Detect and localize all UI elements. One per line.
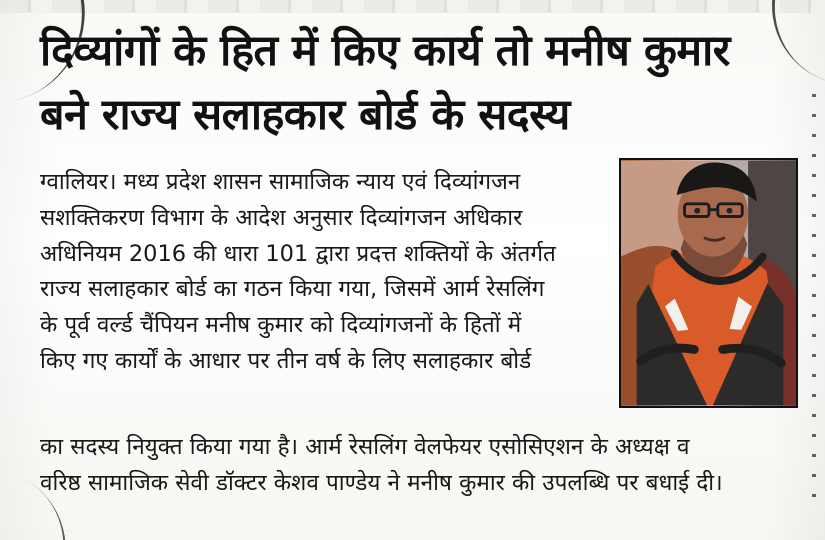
right-dotted-border bbox=[812, 94, 816, 514]
person-portrait-image bbox=[621, 160, 796, 406]
article-paragraph-lower: का सदस्य नियुक्त किया गया है। आर्म रेसलिंग वेलफेयर एसोसिएशन के अध्यक्ष व वरिष्ठ सामाजिक सेवी डॉक्टर केशव पाण्डेय ने मनीष कुमार की उपलब्धि पर बधाई दी। bbox=[40, 434, 723, 496]
article-paragraph-upper: ग्वालियर। मध्य प्रदेश शासन सामाजिक न्याय एवं दिव्यांगजन सशक्तिकरण विभाग के आदेश अनुसार दिव्यांगजन अधिकार अधिनियम 2016 की धारा 101 द्वारा प्रदत्त शक्तियों के अंतर्गत राज्य सलाहकार बोर्ड का गठन किया गया, जिसमें आर्म रेसलिंग के पूर्व वर्ल्ड चैंपियन मनीष कुमार को दिव्यांगजनों के हितों में किए गए कार्यों के आधार पर तीन वर्ष के लिए सलाहकार बोर्ड bbox=[40, 169, 556, 374]
article-headline: दिव्यांगों के हित में किए कार्य तो मनीष कुमार बने राज्य सलाहकार बोर्ड के सदस्य bbox=[40, 26, 730, 140]
top-print-bleed bbox=[0, 0, 825, 13]
portrait-photo bbox=[619, 158, 798, 408]
